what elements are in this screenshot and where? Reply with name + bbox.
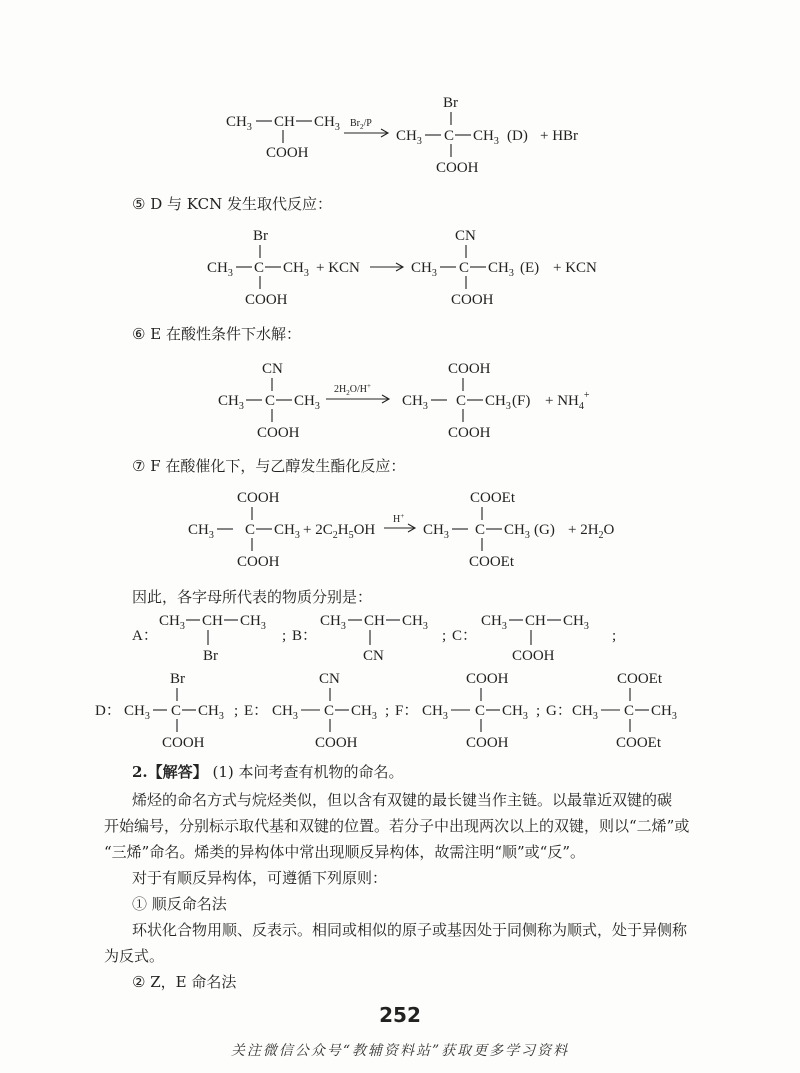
- r1-br: Br: [443, 95, 458, 111]
- sub-a-letter: A：: [132, 628, 158, 644]
- answer-2-number: 2.: [132, 763, 148, 781]
- substance-g: [546, 671, 677, 751]
- summary-intro: 因此，各字母所代表的物质分别是：: [132, 588, 373, 606]
- r3-reagent: $2H_2O/H^+$: [334, 382, 371, 397]
- sub-g-top: COOEt: [617, 671, 662, 687]
- svg-text:CH: CH: [202, 613, 223, 629]
- r3-r-ch3-right: $CH_3$: [485, 393, 511, 412]
- step-5: [132, 192, 332, 216]
- r1-ch3-left: $CH_3$: [226, 114, 252, 133]
- reaction-1: [226, 95, 578, 176]
- reaction-3: [218, 361, 590, 441]
- r4-l-cooh-top: COOH: [237, 490, 280, 506]
- substance-f: [395, 671, 540, 751]
- footer-promo: 关注微信公众号“教辅资料站”获取更多学习资料: [230, 1043, 570, 1059]
- r2-l-ch3-right: $CH_3$: [283, 260, 309, 279]
- r3-r-c: C: [456, 393, 467, 409]
- r4-l-ch3-right: $CH_3$: [274, 522, 300, 541]
- sub-c-letter: C：: [452, 628, 478, 644]
- r3-l-ch3-right: $CH_3$: [294, 393, 320, 412]
- r1-label-d: (D): [507, 128, 528, 144]
- sub-b-cn: CN: [363, 648, 384, 664]
- answer-2-first: (1) 本问考查有机物的命名。: [212, 763, 404, 781]
- r1-p-ch3-right: $CH_3$: [473, 128, 499, 147]
- answer-2-rule1-text-l2: 为反式。: [104, 947, 165, 965]
- r1-plus-hbr: + HBr: [540, 128, 579, 144]
- svg-text:C: C: [171, 703, 182, 719]
- r4-r-cooet-bottom: COOEt: [469, 554, 514, 570]
- r1-p-ch3-left: $CH_3$: [396, 128, 422, 147]
- svg-text:CH3: $CH_3$: [124, 703, 150, 722]
- step-5-text: D 与 KCN 发生取代反应：: [150, 195, 332, 213]
- r4-l-c: C: [245, 522, 256, 538]
- r4-r-c: C: [475, 522, 486, 538]
- r2-l-cooh: COOH: [245, 292, 288, 308]
- answer-2-para1-l1: 烯烃的命名方式与烷烃类似，但以含有双键的最长键当作主链。以最靠近双键的碳: [132, 791, 673, 809]
- svg-text:;: ;: [442, 628, 447, 644]
- svg-text:CH3: $CH_3$: [351, 703, 377, 722]
- r3-r-cooh-top: COOH: [448, 361, 491, 377]
- r2-label-e: (E): [520, 260, 540, 276]
- step-5-num: ⑤: [132, 195, 146, 213]
- answer-2-heading: [132, 760, 404, 784]
- svg-text:CH3: $CH_3$: [320, 613, 346, 632]
- r1-ch: CH: [274, 114, 295, 130]
- sub-e-top: CN: [319, 671, 340, 687]
- svg-text:CH3: $CH_3$: [572, 703, 598, 722]
- step-6: [132, 322, 301, 346]
- svg-text:CH3: $CH_3$: [422, 703, 448, 722]
- r3-r-ch3-left: $CH_3$: [402, 393, 428, 412]
- svg-text:CH3: $CH_3$: [159, 613, 185, 632]
- sub-c-cooh: COOH: [512, 648, 555, 664]
- sub-g-bottom: COOEt: [616, 735, 661, 751]
- reaction-4: [188, 490, 615, 570]
- sub-g-letter: G：: [546, 703, 572, 719]
- svg-text:C: C: [475, 703, 486, 719]
- sub-d-bottom: COOH: [162, 735, 205, 751]
- svg-text:;: ;: [234, 703, 239, 719]
- r2-r-cooh: COOH: [451, 292, 494, 308]
- substance-c: [452, 613, 616, 664]
- svg-text:C: C: [624, 703, 635, 719]
- sub-f-top: COOH: [466, 671, 509, 687]
- r4-r-ch3-right: $CH_3$: [504, 522, 530, 541]
- r1-p-c: C: [444, 128, 455, 144]
- r4-r-ch3-left: $CH_3$: [423, 522, 449, 541]
- answer-2-para1-l2: 开始编号，分别标示取代基和双键的位置。若分子中出现两次以上的双键，则以“二烯”或: [104, 817, 690, 835]
- r1-cooh: COOH: [266, 145, 309, 161]
- svg-text:CH: CH: [364, 613, 385, 629]
- step-7: [132, 454, 405, 478]
- substance-a: [132, 613, 286, 664]
- svg-text:CH3: $CH_3$: [402, 613, 428, 632]
- r3-l-cooh: COOH: [257, 425, 300, 441]
- svg-text:CH3: $CH_3$: [563, 613, 589, 632]
- substance-b: [292, 613, 446, 664]
- r3-cn: CN: [262, 361, 283, 377]
- svg-text:CH3: $CH_3$: [481, 613, 507, 632]
- answer-2-rule1-text-l1: 环状化合物用顺、反表示。相同或相似的原子或基因处于同侧称为顺式，处于异侧称: [132, 921, 688, 939]
- svg-text:CH3: $CH_3$: [272, 703, 298, 722]
- svg-text:;: ;: [536, 703, 541, 719]
- r2-r-c: C: [459, 260, 470, 276]
- r4-plus-ethanol: + $2C_2H_5OH$: [303, 522, 376, 541]
- r2-plus-kcn-left: + KCN: [316, 260, 360, 276]
- svg-text:;: ;: [282, 628, 287, 644]
- step-7-num: ⑦: [132, 457, 146, 475]
- r4-plus-water: + $2H_2O$: [568, 522, 615, 541]
- svg-text:CH: CH: [525, 613, 546, 629]
- answer-2-rule1: ① 顺反命名法: [132, 895, 227, 913]
- svg-text:C: C: [324, 703, 335, 719]
- step-6-num: ⑥: [132, 325, 146, 343]
- r1-p-cooh: COOH: [436, 160, 479, 176]
- r2-l-ch3-left: $CH_3$: [207, 260, 233, 279]
- step-7-text: F 在酸催化下，与乙醇发生酯化反应：: [150, 457, 406, 475]
- substance-d: [95, 671, 238, 751]
- sub-f-bottom: COOH: [466, 735, 509, 751]
- r4-l-cooh-bottom: COOH: [237, 554, 280, 570]
- page-number: 252: [379, 1003, 421, 1027]
- sub-a-br: Br: [203, 648, 218, 664]
- substance-e: [244, 671, 389, 751]
- reaction-2: [207, 228, 597, 308]
- answer-2-rule2: ② Z，E 命名法: [132, 973, 237, 991]
- r1-reagent: $Br_2/P$: [350, 118, 372, 131]
- answer-2-para1-l3: “三烯”命名。烯类的异构体中常出现顺反异构体，故需注明“顺”或“反”。: [104, 843, 586, 861]
- svg-text:CH3: $CH_3$: [651, 703, 677, 722]
- r4-label-g: (G): [534, 522, 555, 538]
- svg-text:CH3: $CH_3$: [502, 703, 528, 722]
- sub-e-bottom: COOH: [315, 735, 358, 751]
- sub-d-letter: D：: [95, 703, 121, 719]
- svg-text:;: ;: [612, 628, 617, 644]
- r2-cn: CN: [455, 228, 476, 244]
- sub-d-top: Br: [170, 671, 185, 687]
- r2-r-ch3-left: $CH_3$: [411, 260, 437, 279]
- answer-2-tag: 【解答】: [147, 763, 208, 781]
- r2-br: Br: [253, 228, 268, 244]
- r2-r-ch3-right: $CH_3$: [488, 260, 514, 279]
- svg-text:CH3: $CH_3$: [240, 613, 266, 632]
- r3-l-ch3-left: $CH_3$: [218, 393, 244, 412]
- svg-text:;: ;: [385, 703, 390, 719]
- r4-r-cooet-top: COOEt: [470, 490, 515, 506]
- r1-ch3-right: $CH_3$: [314, 114, 340, 133]
- r3-plus-nh4: + $NH_4^+$: [545, 390, 590, 412]
- r3-l-c: C: [265, 393, 276, 409]
- r2-plus-kcn-right: + KCN: [553, 260, 597, 276]
- r4-reagent: H+: [393, 512, 405, 525]
- r3-r-cooh-bottom: COOH: [448, 425, 491, 441]
- r2-l-c: C: [254, 260, 265, 276]
- step-6-text: E 在酸性条件下水解：: [150, 325, 301, 343]
- svg-text:CH3: $CH_3$: [198, 703, 224, 722]
- sub-f-letter: F：: [395, 703, 419, 719]
- r4-l-ch3-left: $CH_3$: [188, 522, 214, 541]
- r3-label-f: (F): [512, 393, 531, 409]
- answer-2-para2: 对于有顺反异构体，可遵循下列原则：: [132, 869, 388, 887]
- sub-b-letter: B：: [292, 628, 318, 644]
- sub-e-letter: E：: [244, 703, 269, 719]
